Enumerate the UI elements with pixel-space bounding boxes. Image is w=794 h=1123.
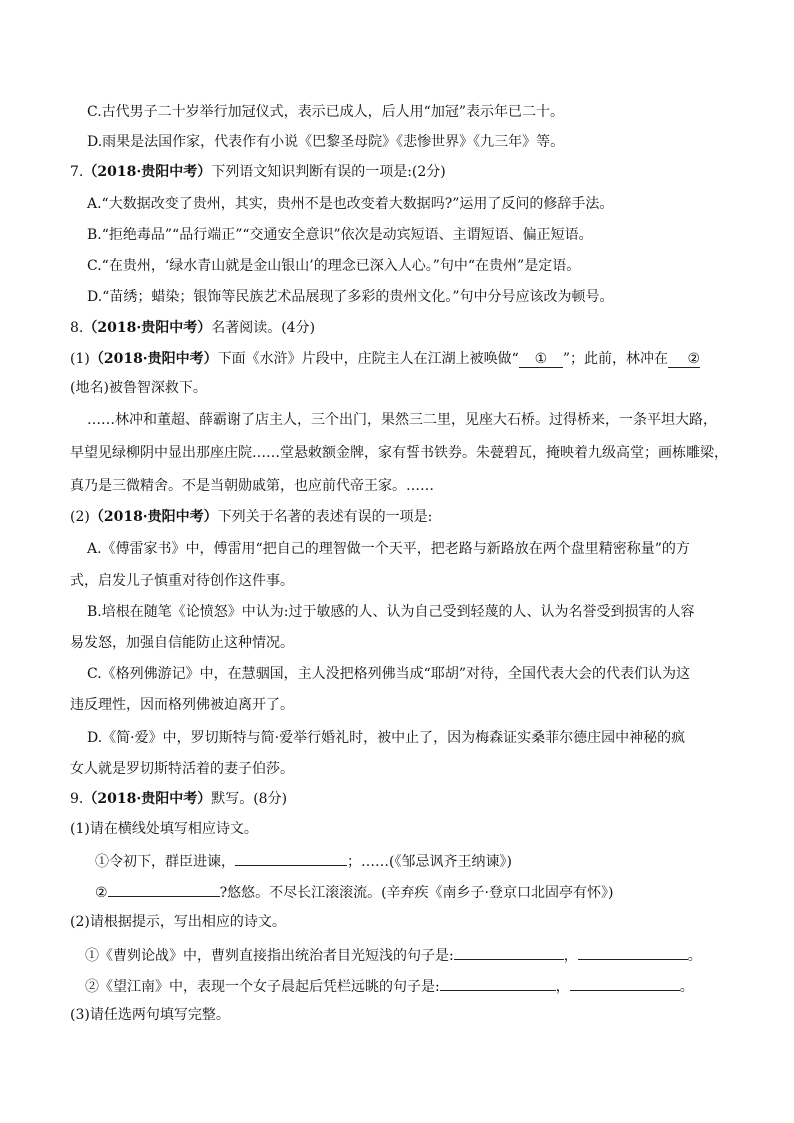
q9-part1-item-1-text-a: ①令初下，群臣进谏， <box>95 854 235 870</box>
q9-part1-item-2-text-b: ?悠悠。不尽长江滚滚流。(辛弃疾《南乡子·登京口北固亭有怀》) <box>219 885 614 901</box>
q8-part2-stem <box>70 508 432 526</box>
q7-number: 7. <box>70 164 84 180</box>
q8-passage-line-3: 真乃是三微精舍。不是当朝勋戚第，也应前代帝王家。…… <box>70 478 434 494</box>
q9-part2-item-2-comma: ， <box>555 979 570 995</box>
q7-option-a: A.“大数据改变了贵州，其实，贵州不是也改变着大数据吗?”运用了反问的修辞手法。 <box>87 196 614 212</box>
q7-stem-text: 下列语文知识判断有误的一项是:(2分) <box>211 164 446 180</box>
q6-option-c: C.古代男子二十岁举行加冠仪式，表示已成人，后人用“加冠”表示年已二十。 <box>87 104 564 120</box>
q9-part2-item-1-blank-1[interactable] <box>454 945 564 960</box>
q7-source-tag: （2018·贵阳中考） <box>83 164 212 180</box>
q8-part2-option-a-line-2: 式，启发儿子慎重对待创作这件事。 <box>70 573 294 589</box>
q8-part1-blank-1[interactable]: ① <box>519 351 563 368</box>
q8-part2-option-c-line-1: C.《格列佛游记》中，在慧骃国，主人没把格列佛当成“耶胡”对待，全国代表大会的代表们认为这 <box>87 666 690 682</box>
q9-part2-item-1-period: 。 <box>687 948 702 964</box>
q8-part2-option-d-line-2: 女人就是罗切斯特活着的妻子伯莎。 <box>70 761 294 777</box>
q9-part2-item-1 <box>85 945 702 965</box>
q8-part1-blank-2[interactable]: ② <box>668 351 700 368</box>
q6-option-d: D.雨果是法国作家，代表作有小说《巴黎圣母院》《悲惨世界》《九三年》等。 <box>87 134 565 150</box>
q9-part3-stem: (3)请任选两句填写完整。 <box>70 1007 230 1023</box>
q7-option-c: C.“在贵州，‘绿水青山就是金山银山’的理念已深入人心。”句中“在贵州”是定语。 <box>87 258 581 274</box>
q8-part2-stem-text: 下列关于名著的表述有误的一项是: <box>217 509 433 525</box>
q9-part2-item-2 <box>85 976 694 996</box>
q8-stem-text: 名著阅读。(4分) <box>211 320 316 336</box>
q9-part1-stem: (1)请在横线处填写相应诗文。 <box>70 821 258 837</box>
q7-option-d: D.“苗绣；蜡染；银饰等民族艺术品展现了多彩的贵州文化。”句中分号应该改为顿号。 <box>87 289 614 305</box>
q7-stem <box>70 163 446 181</box>
q9-part1-blank-1[interactable] <box>235 851 347 866</box>
q9-part2-item-1-comma: ， <box>563 948 578 964</box>
q8-passage-line-1: ……林冲和董超、薛霸谢了店主人，三个出门，果然三二里，见座大石桥。过得桥来，一条平坦大路， <box>87 412 717 428</box>
q9-part2-item-2-blank-1[interactable] <box>440 976 556 991</box>
q9-number: 9. <box>70 791 84 807</box>
q9-part1-item-1-text-b: ；……(《邹忌讽齐王纳谏》) <box>347 854 512 870</box>
q8-part1-source-tag: （2018·贵阳中考） <box>89 351 218 367</box>
q7-option-b: B.“拒绝毒品”“品行端正”“交通安全意识”依次是动宾短语、主谓短语、偏正短语。 <box>87 227 593 243</box>
q8-stem <box>70 319 315 337</box>
q8-number: 8. <box>70 320 84 336</box>
q8-part2-option-b-line-2: 易发怒，加强自信能防止这种情况。 <box>70 635 294 651</box>
q9-part2-item-1-blank-2[interactable] <box>578 945 688 960</box>
q8-part2-option-c-line-2: 违反理性，因而格列佛被迫离开了。 <box>70 697 294 713</box>
q9-source-tag: （2018·贵阳中考） <box>83 791 212 807</box>
q9-part2-item-2-blank-2[interactable] <box>570 976 680 991</box>
q8-part2-option-a-line-1: A.《傅雷家书》中，傅雷用“把自己的理智做一个天平，把老路与新路放在两个盘里精密称量”的方 <box>87 541 690 557</box>
q8-part1-text-c: (地名)被鲁智深救下。 <box>70 380 207 396</box>
q8-source-tag: （2018·贵阳中考） <box>83 320 212 336</box>
q8-part1-number: (1) <box>70 351 90 367</box>
q8-part2-number: (2) <box>70 509 90 525</box>
q8-part1-text-b: ”；此前，林冲在 <box>562 351 669 367</box>
q9-stem-text: 默写。(8分) <box>211 791 288 807</box>
q9-part2-stem: (2)请根据提示，写出相应的诗文。 <box>70 914 286 930</box>
q9-stem <box>70 790 287 808</box>
q9-part1-blank-2[interactable] <box>108 882 220 897</box>
q8-part2-option-d-line-1: D.《简·爱》中，罗切斯特与简·爱举行婚礼时，被中止了，因为梅森证实桑菲尔德庄园中神秘的疯 <box>87 730 686 746</box>
q9-part1-item-2 <box>95 882 613 902</box>
q8-part2-source-tag: （2018·贵阳中考） <box>89 509 218 525</box>
q9-part2-item-2-period: 。 <box>679 979 694 995</box>
q8-passage-line-2: 早望见绿柳阴中显出那座庄院……堂悬敕额金牌，家有誓书铁券。朱甍碧瓦，掩映着九级高堂；画栋雕梁， <box>70 445 728 461</box>
q9-part2-item-2-text: ②《望江南》中，表现一个女子晨起后凭栏远眺的句子是: <box>85 979 440 995</box>
q9-part2-item-1-text: ①《曹刿论战》中，曹刿直接指出统治者目光短浅的句子是: <box>85 948 454 964</box>
q8-part1-stem <box>70 350 700 368</box>
q8-part1-text-a: 下面《水浒》片段中，庄院主人在江湖上被唤做“ <box>217 351 519 367</box>
q9-part1-item-2-text-a: ② <box>95 885 108 901</box>
q8-part2-option-b-line-1: B.培根在随笔《论愤怒》中认为:过于敏感的人、认为自己受到轻蔑的人、认为名誉受到损害的人容 <box>87 604 695 620</box>
q9-part1-item-1 <box>95 851 512 871</box>
